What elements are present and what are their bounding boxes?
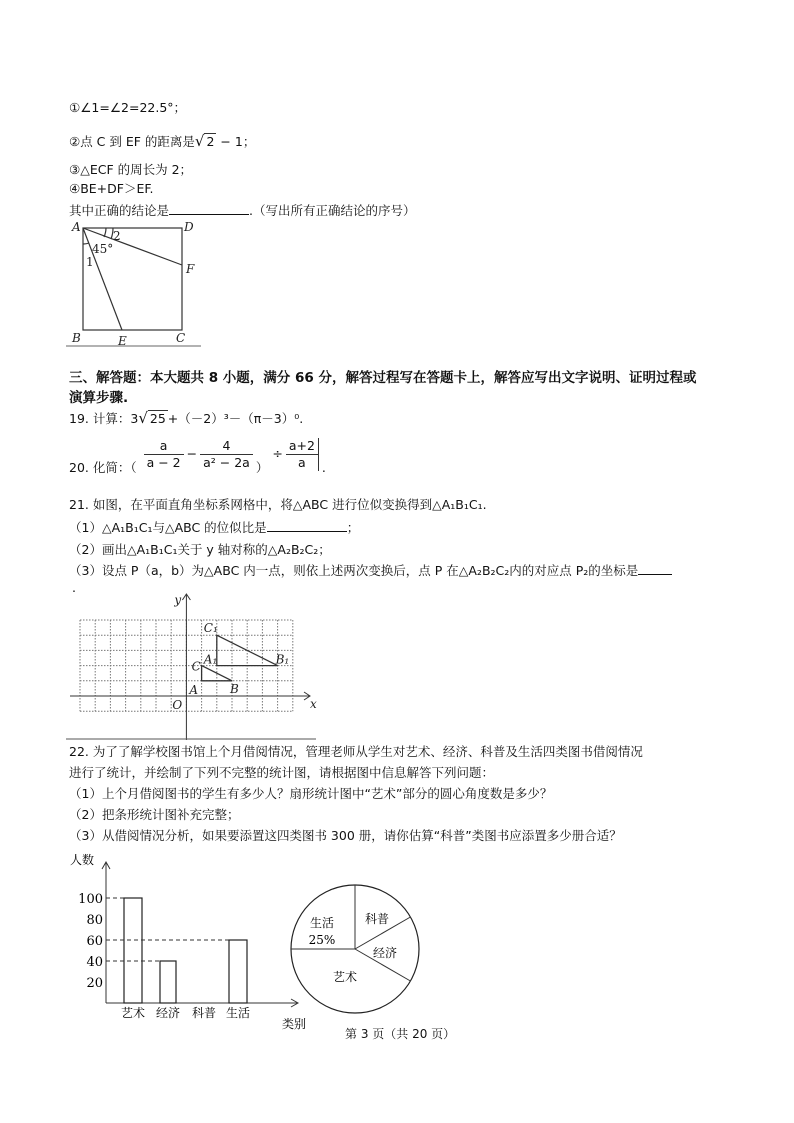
label-D: D	[184, 220, 194, 234]
y-tick-label: 60	[86, 934, 103, 949]
q18-item-2-tail: − 1	[216, 134, 243, 149]
angle-2-label: 2	[113, 229, 121, 243]
pie-label-科普: 科普	[364, 912, 390, 926]
q20-prefix: 20. 化简：（	[69, 460, 137, 475]
q22-line-5: （3）从借阅情况分析，如果要添置这四类图书 300 册，请你估算“科普”类图书应添置多少册合适？	[69, 828, 622, 843]
x-axis-label: 类别	[282, 1017, 307, 1030]
bar-艺术	[124, 898, 142, 1003]
y-tick-label: 80	[86, 913, 103, 928]
answer-blank[interactable]	[267, 519, 347, 532]
q21-stem: 21. 如图，在平面直角坐标系网格中，将△ABC 进行位似变换得到△A₁B₁C₁.	[69, 497, 487, 512]
page-footer: 第 3 页（共 20 页）	[345, 1027, 456, 1041]
q20-end: .	[321, 460, 326, 475]
statistics-charts	[60, 850, 440, 1030]
x-tick-label: 科普	[191, 1006, 217, 1020]
q22-line-2: 进行了统计，并绘制了下列不完整的统计图，请根据图中信息解答下列问题：	[69, 765, 495, 780]
bar-生活	[229, 940, 247, 1003]
bar-经济	[160, 961, 176, 1003]
q19-prefix: 19. 计算：3	[69, 411, 139, 426]
triangle-ABC	[202, 666, 232, 681]
conclusion-suffix: .（写出所有正确结论的序号）	[249, 203, 416, 218]
denominator: a² − 2a	[203, 455, 250, 470]
numerator: a+2	[286, 438, 318, 455]
triangle-A1B1C1	[217, 635, 278, 665]
q21-part1	[69, 519, 359, 536]
x-tick-label: 经济	[155, 1006, 181, 1020]
q22-line-1: 22. 为了了解学校图书馆上个月借阅情况，管理老师从学生对艺术、经济、科普及生活四类图书借阅情况	[69, 744, 643, 759]
square-figure	[66, 218, 216, 348]
label-A1: A₁	[203, 652, 218, 667]
q18-item-2-text: ②点 C 到 EF 的距离是	[69, 134, 195, 149]
section3-heading-line2: 演算步骤.	[69, 390, 129, 406]
q22-line-3: （1）上个月借阅图书的学生有多少人？扇形统计图中“艺术”部分的圆心角度数是多少？	[69, 786, 553, 801]
label-B1: B₁	[275, 652, 290, 667]
pie-label-生活: 生活	[309, 916, 335, 930]
q18-item-1: ①∠1=∠2=22.5°；	[69, 100, 187, 115]
label-B: B	[72, 331, 81, 345]
q21-part3	[69, 562, 672, 579]
x-tick-label: 生活	[225, 1006, 251, 1020]
label-B: B	[230, 681, 239, 696]
divide-sign: ÷	[272, 446, 283, 461]
q18-item-2-end: ；	[242, 134, 256, 149]
q21-part2: （2）画出△A₁B₁C₁关于 y 轴对称的△A₂B₂C₂；	[69, 542, 331, 557]
denominator: a	[298, 455, 306, 470]
x-tick-label: 艺术	[120, 1006, 146, 1020]
pie-annotation: 25%	[308, 933, 336, 947]
pie-label-经济: 经济	[372, 946, 398, 960]
q21-p3-end: .	[72, 580, 76, 595]
label-A: A	[189, 682, 199, 697]
label-C1: C₁	[203, 621, 218, 636]
q20	[69, 438, 326, 476]
label-O: O	[172, 698, 183, 712]
coordinate-grid-figure	[66, 590, 326, 742]
fraction-1	[144, 438, 184, 471]
answer-blank[interactable]	[169, 202, 249, 215]
label-y: y	[174, 593, 182, 607]
angle-45-label: 45°	[92, 242, 114, 256]
pie-label-艺术: 艺术	[332, 970, 358, 984]
q21-p1-text: （1）△A₁B₁C₁与△ABC 的位似比是	[69, 520, 267, 535]
q19-radicand: 25	[149, 411, 166, 426]
fraction-3	[286, 438, 319, 471]
q22-line-4: （2）把条形统计图补充完整；	[69, 807, 240, 822]
y-axis-label: 人数	[70, 853, 95, 867]
q18-item-4: ④BE+DF＞EF.	[69, 181, 154, 196]
answer-blank[interactable]	[638, 562, 672, 575]
conclusion-prefix: 其中正确的结论是	[69, 203, 170, 218]
q21-p3-text: （3）设点 P（a，b）为△ABC 内一点，则依上述两次变换后，点 P 在△A₂B₂C₂内的对应点 P₂的坐标是	[69, 563, 639, 578]
q18-item-3: ③△ECF 的周长为 2；	[69, 162, 193, 177]
numerator: a	[144, 438, 184, 455]
angle-1-label: 1	[86, 255, 94, 269]
sqrt-radicand: 2	[206, 134, 215, 149]
y-tick-label: 40	[86, 955, 103, 970]
y-tick-label: 20	[86, 976, 103, 991]
denominator: a − 2	[146, 455, 181, 470]
label-C: C	[191, 659, 201, 674]
q18-item-2: ②点 C 到 EF 的距离是√ 2 − 1；	[69, 132, 256, 150]
label-E: E	[118, 334, 127, 348]
close-paren: ）	[255, 460, 269, 475]
q19: 19. 计算：3√ 25 +（－2）³－（π－3）⁰.	[69, 409, 304, 427]
minus-sign: −	[186, 446, 198, 461]
label-C: C	[176, 331, 186, 345]
label-x: x	[310, 697, 317, 711]
section3-heading-line1: 三、解答题：本大题共 8 小题，满分 66 分，解答过程写在答题卡上，解答应写出文字说明、证明过程或	[69, 370, 697, 386]
q21-p1-end: ；	[346, 520, 360, 535]
numerator: 4	[200, 438, 253, 455]
label-F: F	[186, 262, 195, 276]
fraction-2	[200, 438, 253, 471]
q19-rest: +（－2）³－（π－3）⁰.	[167, 411, 304, 426]
label-A: A	[72, 220, 81, 234]
q18-conclusion	[69, 202, 416, 219]
y-tick-label: 100	[78, 892, 103, 907]
